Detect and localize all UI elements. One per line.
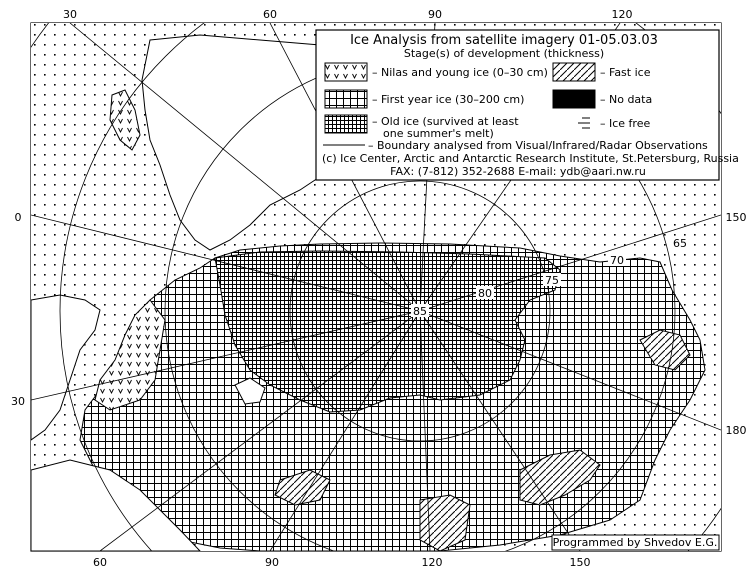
legend-ice-free-label: – Ice free [600, 117, 651, 130]
lon-label-left-30: 30 [11, 395, 25, 408]
legend-subtitle: Stage(s) of development (thickness) [403, 47, 605, 60]
lon-label-top-30: 30 [63, 8, 77, 21]
footer-box [552, 535, 719, 550]
lat-label-85: 85 [413, 305, 427, 318]
lon-label-top-60: 60 [263, 8, 277, 21]
swatch-no-data [553, 90, 595, 108]
legend-credit: (c) Ice Center, Arctic and Antarctic Research Institute, St.Petersburg, Russia [322, 152, 739, 165]
legend-contact: FAX: (7-812) 352-2688 E-mail: ydb@aari.nw.ru [390, 165, 646, 178]
lon-label-bottom-90: 90 [265, 556, 279, 569]
programmer-credit: Programmed by Shvedov E.G. [552, 536, 718, 549]
legend-fast-ice-label: – Fast ice [600, 66, 651, 79]
swatch-first-year [325, 90, 367, 108]
legend-nilas-label: – Nilas and young ice (0–30 cm) [372, 66, 548, 79]
legend-no-data-label: – No data [600, 93, 653, 106]
swatch-old-ice [325, 115, 367, 133]
swatch-ice-free [553, 117, 595, 131]
lat-label-75: 75 [545, 274, 559, 287]
chart-title: Ice Analysis from satellite imagery 01-05.03.03 [350, 33, 658, 48]
lon-label-right-180: 180 [725, 424, 747, 437]
lon-label-bottom-120: 120 [421, 556, 443, 569]
lon-label-bottom-60: 60 [93, 556, 107, 569]
legend-first-year-label: – First year ice (30–200 cm) [372, 93, 525, 106]
lat-label-80: 80 [478, 287, 492, 300]
legend-old-ice-label: – Old ice (survived at least [372, 115, 519, 128]
legend-old-ice-label-2: one summer's melt) [383, 127, 494, 140]
lon-label-left-0: 0 [14, 211, 22, 224]
legend-boundary-label: – Boundary analysed from Visual/Infrared/Radar Observations [368, 139, 708, 152]
lat-label-70: 70 [610, 254, 624, 267]
lon-label-bottom-150: 150 [569, 556, 591, 569]
swatch-fast-ice [553, 63, 595, 81]
swatch-nilas [325, 63, 367, 81]
lon-label-top-90: 90 [428, 8, 442, 21]
legend-panel [316, 30, 739, 180]
lat-label-65: 65 [673, 237, 687, 250]
lon-label-right-150: 150 [725, 211, 747, 224]
lon-label-top-120: 120 [611, 8, 633, 21]
